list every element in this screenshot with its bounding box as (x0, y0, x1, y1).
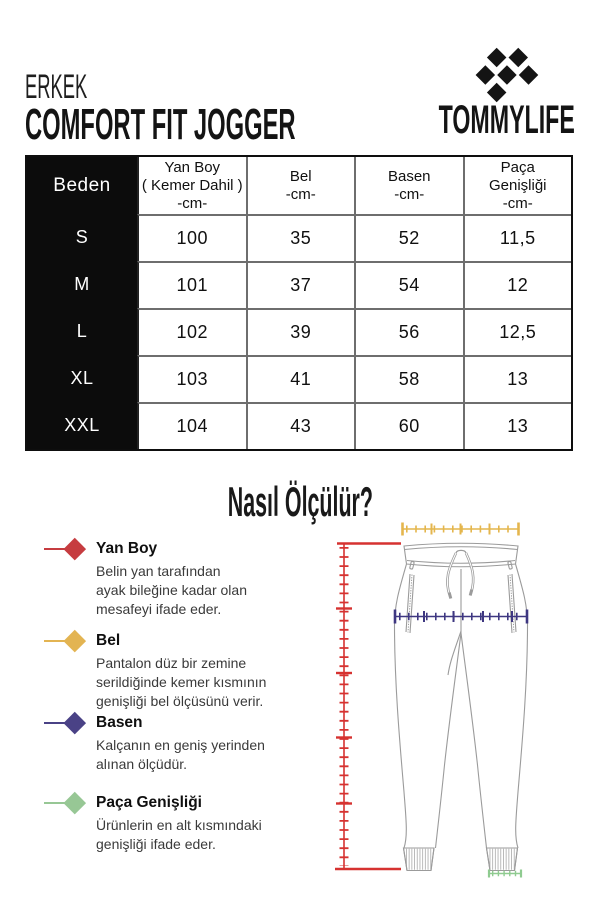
legend-item-paca-genisligi (44, 794, 316, 854)
value-cell: 54 (354, 261, 463, 308)
brand-wordmark: TOMMYLIFE (438, 98, 575, 142)
header-line: Bel (289, 167, 312, 185)
value-cell: 101 (137, 261, 246, 308)
value-cell: 11,5 (463, 214, 572, 261)
header-line: -cm- (394, 185, 425, 203)
legend-desc-line: Kalçanın en geniş yerinden (96, 737, 265, 753)
legend-desc-line: serildiğinde kemer kısmının (96, 674, 267, 690)
value-cell: 12,5 (463, 308, 572, 355)
value-cell: 39 (246, 308, 355, 355)
marker-diamond (64, 792, 86, 814)
value-cell: 13 (463, 402, 572, 449)
value-cell: 12 (463, 261, 572, 308)
cuff-left (404, 848, 435, 871)
table-header-yan-boy (137, 157, 246, 214)
legend-label: Paça Genişliği (96, 794, 202, 811)
legend-label: Basen (96, 714, 143, 731)
size-table (25, 155, 573, 451)
legend-text (96, 714, 316, 774)
value-cell: 43 (246, 402, 355, 449)
table-header-bel (246, 157, 355, 214)
legend-desc-line: ayak bileğine kadar olan (96, 582, 247, 598)
header-line: -cm- (177, 194, 208, 212)
bel-diamond-marker-icon (44, 632, 96, 652)
legend-desc-line: Pantalon düz bir zemine (96, 655, 247, 671)
pocket-zipper-right (508, 561, 516, 633)
value-cell: 41 (246, 355, 355, 402)
measure-section-title: Nasıl Ölçülür? (227, 478, 373, 525)
legend-desc-line: Belin yan tarafından (96, 563, 221, 579)
legend-desc-line: mesafeyi ifade eder. (96, 601, 222, 617)
value-cell: 104 (137, 402, 246, 449)
legend-text (96, 540, 316, 619)
marker-diamond (64, 712, 86, 734)
cuff-right (487, 848, 518, 871)
header-line: Yan Boy (164, 158, 221, 176)
basen-diamond-marker-icon (44, 714, 96, 734)
size-cell-m: M (27, 261, 137, 308)
size-cell-l: L (27, 308, 137, 355)
yan-boy-diamond-marker-icon (44, 540, 96, 560)
value-cell: 100 (137, 214, 246, 261)
legend-text (96, 632, 316, 711)
size-cell-s: S (27, 214, 137, 261)
header-line: Basen (387, 167, 431, 185)
value-cell: 60 (354, 402, 463, 449)
category-label: ERKEK (25, 68, 88, 106)
jogger-outline (395, 543, 528, 870)
header-line: Paça (500, 158, 535, 176)
legend-desc-line: Ürünlerin en alt kısmındaki (96, 817, 262, 833)
legend-item-bel (44, 632, 316, 711)
pocket-zipper-left (406, 561, 414, 633)
ruler-yan-boy (335, 544, 401, 870)
brand-logo-diamonds-icon (473, 46, 545, 104)
header-line: -cm- (502, 194, 533, 212)
value-cell: 56 (354, 308, 463, 355)
value-cell: 58 (354, 355, 463, 402)
header-line: ( Kemer Dahil ) (141, 176, 243, 194)
value-cell: 13 (463, 355, 572, 402)
legend-desc-line: genişliği bel ölçüsünü verir. (96, 693, 264, 709)
header-line: Genişliği (488, 176, 547, 194)
value-cell: 52 (354, 214, 463, 261)
product-title: COMFORT FIT JOGGER (25, 100, 296, 149)
legend-label: Yan Boy (96, 540, 158, 557)
jogger-measure-diagram (325, 515, 587, 887)
legend-item-yan-boy (44, 540, 316, 619)
marker-diamond (64, 538, 86, 560)
table-header-basen (354, 157, 463, 214)
legend-item-basen (44, 714, 316, 774)
paca-diamond-marker-icon (44, 794, 96, 814)
marker-diamond (64, 630, 86, 652)
tape-bel (403, 523, 519, 536)
value-cell: 35 (246, 214, 355, 261)
header-line: -cm- (285, 185, 316, 203)
value-cell: 103 (137, 355, 246, 402)
legend-desc-line: alınan ölçüdür. (96, 756, 188, 772)
legend-label: Bel (96, 632, 121, 649)
value-cell: 37 (246, 261, 355, 308)
table-header-paca (463, 157, 572, 214)
table-header-size: Beden (27, 157, 137, 214)
size-cell-xl: XL (27, 355, 137, 402)
legend-text (96, 794, 316, 854)
size-cell-xxl: XXL (27, 402, 137, 449)
legend-desc-line: genişliği ifade eder. (96, 836, 216, 852)
value-cell: 102 (137, 308, 246, 355)
